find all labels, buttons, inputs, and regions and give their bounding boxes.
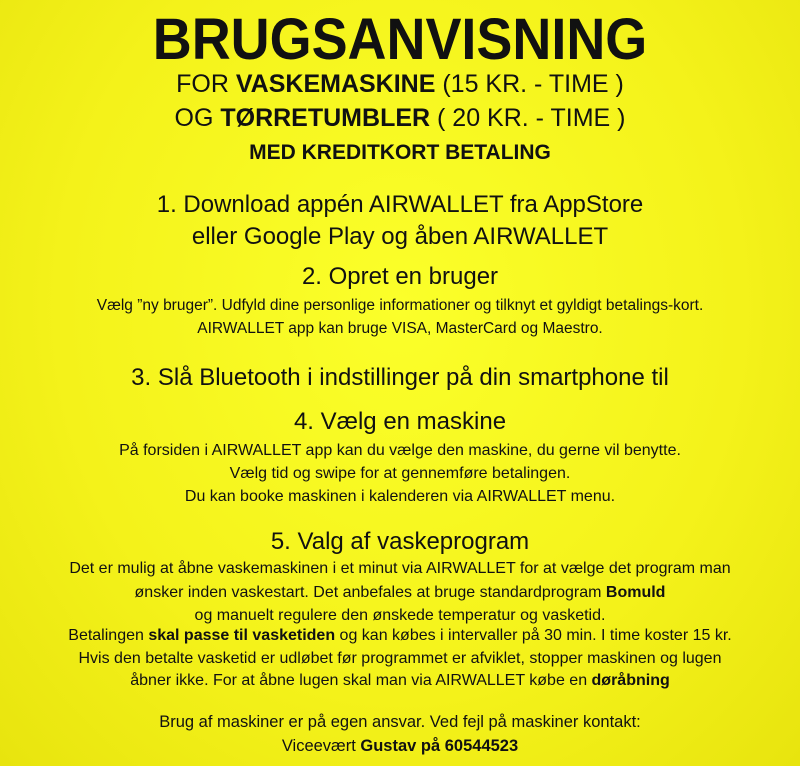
step4-text3: Du kan booke maskinen i kalenderen via AIRWALLET menu. [184,488,616,505]
step5-text6-pre: åbner ikke. For at åbne lugen skal man via AIRWALLET købe en [130,672,592,689]
sign-title: BRUGSANVISNING [152,7,648,72]
step5-heading: 5. Valg af vaskeprogram [270,528,530,555]
step2-text1: Vælg ”ny bruger”. Udfyld dine personlige informationer og tilknyt et gyldigt betalings-kort. [96,297,704,314]
step1-line2: eller Google Play og åben AIRWALLET [191,223,609,250]
step1-line1: 1. Download appén AIRWALLET fra AppStore [156,191,644,218]
step5-text6 [0,672,800,690]
step5-text5: Hvis den betalte vasketid er udløbet før programmet er afviklet, stopper maskinen og lugen [78,650,722,667]
subtitle-dryer [0,104,800,133]
subtitle-dryer-bold: TØRRETUMBLER [220,104,431,132]
footer-contact-pre: Viceevært [281,737,361,755]
step3-heading: 3. Slå Bluetooth i indstillinger på din smartphone til [131,364,669,391]
step5-text4 [0,627,800,645]
footer-contact [0,737,800,756]
step5-text3: og manuelt regulere den ønskede temperatur og vasketid. [194,607,606,624]
subtitle-dryer-price: ( 20 KR. - TIME ) [430,104,626,132]
step5-text2-pre: ønsker inden vaskestart. Det anbefales at bruge standardprogram [134,584,606,601]
step5-text4-post: og kan købes i intervaller på 30 min. I time koster 15 kr. [335,627,732,644]
step5-text1: Det er mulig at åbne vaskemaskinen i et minut via AIRWALLET for at vælge det program man [69,560,731,577]
step5-text2 [0,584,800,602]
step4-heading: 4. Vælg en maskine [293,408,507,435]
subtitle-washer-price: (15 KR. - TIME ) [435,70,624,98]
subtitle-payment: MED KREDITKORT BETALING [249,141,551,164]
step2-heading: 2. Opret en bruger [301,263,499,290]
subtitle-washer-bold: VASKEMASKINE [235,70,436,98]
step5-text6-bold: døråbning [591,672,670,689]
subtitle-dryer-pre: OG [174,104,221,132]
step4-text2: Vælg tid og swipe for at gennemføre betalingen. [229,465,571,482]
step4-text1: På forsiden i AIRWALLET app kan du vælge den maskine, du gerne vil benytte. [119,442,681,459]
step5-text4-pre: Betalingen [68,627,149,644]
subtitle-washer [0,70,800,99]
footer-contact-bold: Gustav på 60544523 [360,737,519,755]
subtitle-washer-pre: FOR [176,70,236,98]
step5-text4-bold: skal passe til vasketiden [148,627,336,644]
footer-disclaimer: Brug af maskiner er på egen ansvar. Ved fejl på maskiner kontakt: [159,713,641,731]
step5-program-name: Bomuld [605,584,666,601]
step2-text2: AIRWALLET app kan bruge VISA, MasterCard og Maestro. [197,320,603,337]
